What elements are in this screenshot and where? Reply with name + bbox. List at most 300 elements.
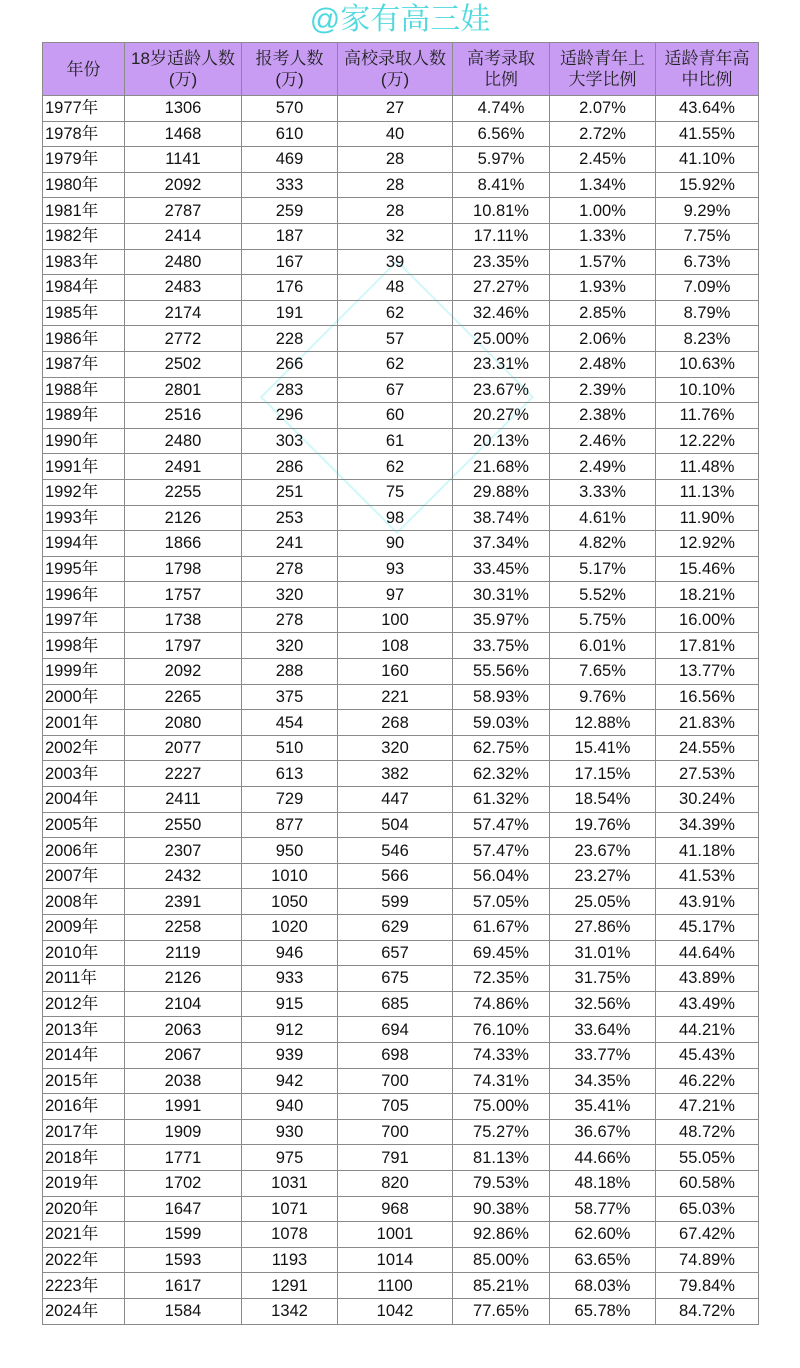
cell-youth-18-population: 2502 bbox=[125, 351, 242, 377]
cell-youth-highschool-rate: 41.55% bbox=[656, 121, 759, 147]
cell-admitted: 28 bbox=[338, 172, 453, 198]
cell-youth-college-rate: 36.67% bbox=[550, 1119, 656, 1145]
cell-admission-rate: 92.86% bbox=[453, 1222, 550, 1248]
cell-youth-18-population: 1599 bbox=[125, 1222, 242, 1248]
table-row bbox=[43, 249, 759, 275]
cell-year: 1993年 bbox=[43, 505, 125, 531]
cell-youth-college-rate: 15.41% bbox=[550, 735, 656, 761]
table-row bbox=[43, 1042, 759, 1068]
table-row bbox=[43, 1068, 759, 1094]
cell-youth-18-population: 1866 bbox=[125, 531, 242, 557]
table-row bbox=[43, 147, 759, 173]
cell-applicants: 1020 bbox=[242, 915, 338, 941]
cell-admitted: 968 bbox=[338, 1196, 453, 1222]
column-header-year: 年份 bbox=[43, 43, 125, 96]
cell-youth-18-population: 2092 bbox=[125, 172, 242, 198]
cell-youth-18-population: 2391 bbox=[125, 889, 242, 915]
table-row bbox=[43, 991, 759, 1017]
cell-year: 2016年 bbox=[43, 1094, 125, 1120]
cell-youth-college-rate: 17.15% bbox=[550, 761, 656, 787]
cell-year: 1999年 bbox=[43, 659, 125, 685]
table-row bbox=[43, 479, 759, 505]
table-row bbox=[43, 300, 759, 326]
cell-admission-rate: 79.53% bbox=[453, 1170, 550, 1196]
cell-youth-highschool-rate: 16.00% bbox=[656, 607, 759, 633]
cell-year: 2011年 bbox=[43, 966, 125, 992]
cell-year: 1989年 bbox=[43, 403, 125, 429]
cell-youth-college-rate: 5.17% bbox=[550, 556, 656, 582]
cell-year: 2021年 bbox=[43, 1222, 125, 1248]
cell-year: 2013年 bbox=[43, 1017, 125, 1043]
cell-youth-highschool-rate: 67.42% bbox=[656, 1222, 759, 1248]
cell-youth-college-rate: 2.49% bbox=[550, 454, 656, 480]
cell-applicants: 191 bbox=[242, 300, 338, 326]
cell-youth-highschool-rate: 48.72% bbox=[656, 1119, 759, 1145]
cell-year: 1985年 bbox=[43, 300, 125, 326]
table-row bbox=[43, 838, 759, 864]
table-row bbox=[43, 505, 759, 531]
table-row bbox=[43, 710, 759, 736]
cell-applicants: 259 bbox=[242, 198, 338, 224]
cell-admission-rate: 81.13% bbox=[453, 1145, 550, 1171]
cell-youth-18-population: 2067 bbox=[125, 1042, 242, 1068]
table-row bbox=[43, 812, 759, 838]
cell-admission-rate: 30.31% bbox=[453, 582, 550, 608]
cell-youth-college-rate: 3.33% bbox=[550, 479, 656, 505]
cell-youth-highschool-rate: 45.43% bbox=[656, 1042, 759, 1068]
cell-youth-18-population: 2126 bbox=[125, 505, 242, 531]
cell-year: 1995年 bbox=[43, 556, 125, 582]
cell-youth-college-rate: 23.67% bbox=[550, 838, 656, 864]
cell-admission-rate: 55.56% bbox=[453, 659, 550, 685]
watermark-text: @家有高三娃 bbox=[309, 3, 491, 36]
cell-youth-highschool-rate: 8.23% bbox=[656, 326, 759, 352]
cell-youth-college-rate: 2.46% bbox=[550, 428, 656, 454]
cell-year: 2009年 bbox=[43, 915, 125, 941]
cell-youth-highschool-rate: 27.53% bbox=[656, 761, 759, 787]
table-row bbox=[43, 1017, 759, 1043]
cell-youth-college-rate: 31.01% bbox=[550, 940, 656, 966]
cell-youth-highschool-rate: 43.64% bbox=[656, 96, 759, 122]
cell-youth-highschool-rate: 46.22% bbox=[656, 1068, 759, 1094]
cell-year: 2008年 bbox=[43, 889, 125, 915]
cell-year: 1981年 bbox=[43, 198, 125, 224]
cell-applicants: 1010 bbox=[242, 863, 338, 889]
column-header-applicants: 报考人数 (万) bbox=[242, 43, 338, 96]
cell-youth-college-rate: 31.75% bbox=[550, 966, 656, 992]
cell-youth-college-rate: 9.76% bbox=[550, 684, 656, 710]
cell-youth-highschool-rate: 41.10% bbox=[656, 147, 759, 173]
cell-admission-rate: 74.31% bbox=[453, 1068, 550, 1094]
cell-youth-college-rate: 2.72% bbox=[550, 121, 656, 147]
cell-youth-highschool-rate: 11.48% bbox=[656, 454, 759, 480]
cell-youth-highschool-rate: 11.90% bbox=[656, 505, 759, 531]
cell-applicants: 942 bbox=[242, 1068, 338, 1094]
cell-admission-rate: 38.74% bbox=[453, 505, 550, 531]
cell-youth-18-population: 1617 bbox=[125, 1273, 242, 1299]
cell-youth-college-rate: 68.03% bbox=[550, 1273, 656, 1299]
table-row bbox=[43, 454, 759, 480]
cell-admission-rate: 23.67% bbox=[453, 377, 550, 403]
cell-youth-college-rate: 63.65% bbox=[550, 1247, 656, 1273]
cell-admission-rate: 61.67% bbox=[453, 915, 550, 941]
cell-admission-rate: 8.41% bbox=[453, 172, 550, 198]
cell-applicants: 933 bbox=[242, 966, 338, 992]
table-row bbox=[43, 531, 759, 557]
cell-youth-18-population: 2787 bbox=[125, 198, 242, 224]
cell-youth-college-rate: 2.07% bbox=[550, 96, 656, 122]
cell-youth-18-population: 2411 bbox=[125, 787, 242, 813]
cell-admission-rate: 77.65% bbox=[453, 1298, 550, 1324]
cell-admitted: 1001 bbox=[338, 1222, 453, 1248]
cell-applicants: 930 bbox=[242, 1119, 338, 1145]
cell-admitted: 27 bbox=[338, 96, 453, 122]
cell-youth-18-population: 1738 bbox=[125, 607, 242, 633]
cell-youth-highschool-rate: 7.75% bbox=[656, 223, 759, 249]
cell-applicants: 296 bbox=[242, 403, 338, 429]
cell-admission-rate: 62.32% bbox=[453, 761, 550, 787]
cell-admitted: 98 bbox=[338, 505, 453, 531]
cell-applicants: 1078 bbox=[242, 1222, 338, 1248]
cell-applicants: 333 bbox=[242, 172, 338, 198]
cell-admission-rate: 72.35% bbox=[453, 966, 550, 992]
cell-youth-18-population: 1306 bbox=[125, 96, 242, 122]
cell-admission-rate: 32.46% bbox=[453, 300, 550, 326]
cell-applicants: 1031 bbox=[242, 1170, 338, 1196]
cell-applicants: 946 bbox=[242, 940, 338, 966]
cell-youth-18-population: 2126 bbox=[125, 966, 242, 992]
cell-youth-18-population: 2772 bbox=[125, 326, 242, 352]
cell-applicants: 167 bbox=[242, 249, 338, 275]
cell-youth-college-rate: 44.66% bbox=[550, 1145, 656, 1171]
cell-admitted: 700 bbox=[338, 1119, 453, 1145]
cell-youth-highschool-rate: 55.05% bbox=[656, 1145, 759, 1171]
cell-applicants: 241 bbox=[242, 531, 338, 557]
cell-youth-highschool-rate: 41.18% bbox=[656, 838, 759, 864]
table-row bbox=[43, 1247, 759, 1273]
cell-youth-18-population: 1909 bbox=[125, 1119, 242, 1145]
table-row bbox=[43, 735, 759, 761]
cell-youth-college-rate: 2.85% bbox=[550, 300, 656, 326]
cell-year: 1984年 bbox=[43, 275, 125, 301]
cell-applicants: 940 bbox=[242, 1094, 338, 1120]
cell-youth-college-rate: 23.27% bbox=[550, 863, 656, 889]
table-row bbox=[43, 1273, 759, 1299]
table-row bbox=[43, 121, 759, 147]
cell-applicants: 912 bbox=[242, 1017, 338, 1043]
cell-youth-18-population: 1584 bbox=[125, 1298, 242, 1324]
cell-youth-18-population: 1593 bbox=[125, 1247, 242, 1273]
cell-youth-18-population: 2227 bbox=[125, 761, 242, 787]
table-row bbox=[43, 1094, 759, 1120]
cell-youth-18-population: 2255 bbox=[125, 479, 242, 505]
cell-youth-18-population: 1771 bbox=[125, 1145, 242, 1171]
table-row bbox=[43, 96, 759, 122]
cell-youth-highschool-rate: 12.92% bbox=[656, 531, 759, 557]
cell-youth-18-population: 2174 bbox=[125, 300, 242, 326]
cell-admitted: 57 bbox=[338, 326, 453, 352]
table-row bbox=[43, 863, 759, 889]
cell-admitted: 1100 bbox=[338, 1273, 453, 1299]
cell-applicants: 278 bbox=[242, 607, 338, 633]
cell-admitted: 108 bbox=[338, 633, 453, 659]
cell-youth-18-population: 1991 bbox=[125, 1094, 242, 1120]
cell-admission-rate: 62.75% bbox=[453, 735, 550, 761]
cell-year: 2002年 bbox=[43, 735, 125, 761]
cell-admission-rate: 37.34% bbox=[453, 531, 550, 557]
cell-youth-highschool-rate: 44.64% bbox=[656, 940, 759, 966]
cell-admission-rate: 10.81% bbox=[453, 198, 550, 224]
cell-admission-rate: 57.47% bbox=[453, 812, 550, 838]
cell-youth-18-population: 2077 bbox=[125, 735, 242, 761]
cell-applicants: 469 bbox=[242, 147, 338, 173]
cell-applicants: 729 bbox=[242, 787, 338, 813]
cell-year: 2223年 bbox=[43, 1273, 125, 1299]
cell-applicants: 1071 bbox=[242, 1196, 338, 1222]
cell-youth-college-rate: 33.77% bbox=[550, 1042, 656, 1068]
cell-applicants: 1050 bbox=[242, 889, 338, 915]
cell-youth-highschool-rate: 10.10% bbox=[656, 377, 759, 403]
cell-year: 2004年 bbox=[43, 787, 125, 813]
cell-youth-18-population: 1468 bbox=[125, 121, 242, 147]
cell-youth-18-population: 1757 bbox=[125, 582, 242, 608]
cell-youth-18-population: 2038 bbox=[125, 1068, 242, 1094]
cell-youth-highschool-rate: 18.21% bbox=[656, 582, 759, 608]
cell-youth-highschool-rate: 34.39% bbox=[656, 812, 759, 838]
cell-year: 1982年 bbox=[43, 223, 125, 249]
cell-youth-highschool-rate: 10.63% bbox=[656, 351, 759, 377]
cell-applicants: 303 bbox=[242, 428, 338, 454]
cell-admission-rate: 85.21% bbox=[453, 1273, 550, 1299]
cell-admission-rate: 17.11% bbox=[453, 223, 550, 249]
cell-youth-college-rate: 5.52% bbox=[550, 582, 656, 608]
cell-year: 2022年 bbox=[43, 1247, 125, 1273]
table-row bbox=[43, 1298, 759, 1324]
cell-admitted: 32 bbox=[338, 223, 453, 249]
cell-admitted: 694 bbox=[338, 1017, 453, 1043]
cell-admitted: 28 bbox=[338, 147, 453, 173]
column-header-admitted: 高校录取人数 (万) bbox=[338, 43, 453, 96]
cell-admission-rate: 23.35% bbox=[453, 249, 550, 275]
cell-year: 1996年 bbox=[43, 582, 125, 608]
cell-year: 2001年 bbox=[43, 710, 125, 736]
cell-youth-highschool-rate: 84.72% bbox=[656, 1298, 759, 1324]
cell-admission-rate: 59.03% bbox=[453, 710, 550, 736]
table-row bbox=[43, 787, 759, 813]
cell-youth-18-population: 1647 bbox=[125, 1196, 242, 1222]
table-row bbox=[43, 582, 759, 608]
table-row bbox=[43, 377, 759, 403]
cell-youth-highschool-rate: 44.21% bbox=[656, 1017, 759, 1043]
cell-youth-highschool-rate: 43.49% bbox=[656, 991, 759, 1017]
cell-admitted: 60 bbox=[338, 403, 453, 429]
cell-applicants: 320 bbox=[242, 582, 338, 608]
cell-applicants: 877 bbox=[242, 812, 338, 838]
cell-youth-18-population: 2801 bbox=[125, 377, 242, 403]
cell-admitted: 546 bbox=[338, 838, 453, 864]
cell-youth-college-rate: 18.54% bbox=[550, 787, 656, 813]
cell-year: 1978年 bbox=[43, 121, 125, 147]
cell-admitted: 791 bbox=[338, 1145, 453, 1171]
cell-youth-18-population: 2119 bbox=[125, 940, 242, 966]
cell-youth-18-population: 1798 bbox=[125, 556, 242, 582]
cell-youth-highschool-rate: 15.92% bbox=[656, 172, 759, 198]
cell-youth-18-population: 2480 bbox=[125, 428, 242, 454]
cell-year: 2003年 bbox=[43, 761, 125, 787]
cell-applicants: 939 bbox=[242, 1042, 338, 1068]
cell-year: 2020年 bbox=[43, 1196, 125, 1222]
cell-admitted: 100 bbox=[338, 607, 453, 633]
cell-admitted: 657 bbox=[338, 940, 453, 966]
cell-admitted: 62 bbox=[338, 454, 453, 480]
table-row bbox=[43, 403, 759, 429]
cell-youth-18-population: 2265 bbox=[125, 684, 242, 710]
cell-youth-highschool-rate: 74.89% bbox=[656, 1247, 759, 1273]
cell-youth-18-population: 1141 bbox=[125, 147, 242, 173]
cell-applicants: 570 bbox=[242, 96, 338, 122]
cell-admission-rate: 27.27% bbox=[453, 275, 550, 301]
table-row bbox=[43, 940, 759, 966]
cell-youth-highschool-rate: 79.84% bbox=[656, 1273, 759, 1299]
cell-youth-college-rate: 2.39% bbox=[550, 377, 656, 403]
cell-youth-highschool-rate: 30.24% bbox=[656, 787, 759, 813]
cell-youth-college-rate: 35.41% bbox=[550, 1094, 656, 1120]
cell-youth-college-rate: 6.01% bbox=[550, 633, 656, 659]
cell-admitted: 160 bbox=[338, 659, 453, 685]
cell-admission-rate: 25.00% bbox=[453, 326, 550, 352]
cell-admission-rate: 21.68% bbox=[453, 454, 550, 480]
cell-admission-rate: 5.97% bbox=[453, 147, 550, 173]
cell-applicants: 228 bbox=[242, 326, 338, 352]
table-row bbox=[43, 556, 759, 582]
cell-admitted: 447 bbox=[338, 787, 453, 813]
cell-youth-18-population: 2480 bbox=[125, 249, 242, 275]
cell-youth-highschool-rate: 11.13% bbox=[656, 479, 759, 505]
cell-applicants: 915 bbox=[242, 991, 338, 1017]
column-header-youth-highschool-rate: 适龄青年高 中比例 bbox=[656, 43, 759, 96]
cell-youth-18-population: 2550 bbox=[125, 812, 242, 838]
cell-youth-college-rate: 1.93% bbox=[550, 275, 656, 301]
cell-youth-18-population: 2414 bbox=[125, 223, 242, 249]
cell-admitted: 1042 bbox=[338, 1298, 453, 1324]
cell-year: 2000年 bbox=[43, 684, 125, 710]
cell-admission-rate: 35.97% bbox=[453, 607, 550, 633]
cell-admitted: 90 bbox=[338, 531, 453, 557]
cell-year: 1983年 bbox=[43, 249, 125, 275]
cell-youth-highschool-rate: 12.22% bbox=[656, 428, 759, 454]
cell-applicants: 320 bbox=[242, 633, 338, 659]
cell-youth-college-rate: 34.35% bbox=[550, 1068, 656, 1094]
table-row bbox=[43, 428, 759, 454]
cell-admitted: 705 bbox=[338, 1094, 453, 1120]
cell-admitted: 685 bbox=[338, 991, 453, 1017]
cell-youth-highschool-rate: 17.81% bbox=[656, 633, 759, 659]
cell-applicants: 176 bbox=[242, 275, 338, 301]
cell-youth-college-rate: 2.48% bbox=[550, 351, 656, 377]
cell-year: 2012年 bbox=[43, 991, 125, 1017]
cell-admitted: 566 bbox=[338, 863, 453, 889]
table-row bbox=[43, 275, 759, 301]
cell-admission-rate: 33.75% bbox=[453, 633, 550, 659]
cell-youth-college-rate: 4.61% bbox=[550, 505, 656, 531]
cell-applicants: 253 bbox=[242, 505, 338, 531]
cell-admitted: 221 bbox=[338, 684, 453, 710]
cell-admission-rate: 69.45% bbox=[453, 940, 550, 966]
cell-admission-rate: 20.13% bbox=[453, 428, 550, 454]
cell-youth-18-population: 2080 bbox=[125, 710, 242, 736]
cell-youth-highschool-rate: 6.73% bbox=[656, 249, 759, 275]
cell-admitted: 698 bbox=[338, 1042, 453, 1068]
cell-youth-18-population: 2104 bbox=[125, 991, 242, 1017]
cell-admitted: 93 bbox=[338, 556, 453, 582]
table-row bbox=[43, 351, 759, 377]
cell-youth-college-rate: 32.56% bbox=[550, 991, 656, 1017]
cell-applicants: 975 bbox=[242, 1145, 338, 1171]
table-row bbox=[43, 889, 759, 915]
cell-youth-18-population: 2092 bbox=[125, 659, 242, 685]
cell-youth-college-rate: 48.18% bbox=[550, 1170, 656, 1196]
cell-year: 2024年 bbox=[43, 1298, 125, 1324]
cell-admission-rate: 74.33% bbox=[453, 1042, 550, 1068]
cell-admission-rate: 29.88% bbox=[453, 479, 550, 505]
cell-youth-18-population: 1702 bbox=[125, 1170, 242, 1196]
cell-youth-highschool-rate: 13.77% bbox=[656, 659, 759, 685]
cell-admitted: 675 bbox=[338, 966, 453, 992]
cell-year: 1997年 bbox=[43, 607, 125, 633]
cell-youth-18-population: 2516 bbox=[125, 403, 242, 429]
cell-youth-18-population: 2063 bbox=[125, 1017, 242, 1043]
cell-applicants: 510 bbox=[242, 735, 338, 761]
table-row bbox=[43, 223, 759, 249]
cell-youth-highschool-rate: 43.89% bbox=[656, 966, 759, 992]
cell-youth-college-rate: 4.82% bbox=[550, 531, 656, 557]
cell-admitted: 39 bbox=[338, 249, 453, 275]
cell-year: 2019年 bbox=[43, 1170, 125, 1196]
cell-applicants: 1193 bbox=[242, 1247, 338, 1273]
table-row bbox=[43, 1170, 759, 1196]
cell-admitted: 75 bbox=[338, 479, 453, 505]
cell-admission-rate: 61.32% bbox=[453, 787, 550, 813]
cell-applicants: 610 bbox=[242, 121, 338, 147]
cell-applicants: 950 bbox=[242, 838, 338, 864]
cell-youth-college-rate: 65.78% bbox=[550, 1298, 656, 1324]
cell-admitted: 599 bbox=[338, 889, 453, 915]
cell-admitted: 61 bbox=[338, 428, 453, 454]
cell-youth-college-rate: 1.34% bbox=[550, 172, 656, 198]
cell-youth-college-rate: 1.00% bbox=[550, 198, 656, 224]
cell-youth-college-rate: 58.77% bbox=[550, 1196, 656, 1222]
cell-admitted: 28 bbox=[338, 198, 453, 224]
cell-admitted: 382 bbox=[338, 761, 453, 787]
cell-admitted: 40 bbox=[338, 121, 453, 147]
cell-applicants: 278 bbox=[242, 556, 338, 582]
cell-youth-college-rate: 7.65% bbox=[550, 659, 656, 685]
cell-admission-rate: 6.56% bbox=[453, 121, 550, 147]
cell-youth-college-rate: 2.06% bbox=[550, 326, 656, 352]
cell-year: 1986年 bbox=[43, 326, 125, 352]
cell-year: 2014年 bbox=[43, 1042, 125, 1068]
cell-year: 2010年 bbox=[43, 940, 125, 966]
table-row bbox=[43, 1145, 759, 1171]
cell-admitted: 629 bbox=[338, 915, 453, 941]
cell-admission-rate: 57.47% bbox=[453, 838, 550, 864]
cell-applicants: 1342 bbox=[242, 1298, 338, 1324]
cell-youth-highschool-rate: 60.58% bbox=[656, 1170, 759, 1196]
table-row bbox=[43, 761, 759, 787]
cell-youth-highschool-rate: 21.83% bbox=[656, 710, 759, 736]
cell-admitted: 67 bbox=[338, 377, 453, 403]
cell-year: 2017年 bbox=[43, 1119, 125, 1145]
